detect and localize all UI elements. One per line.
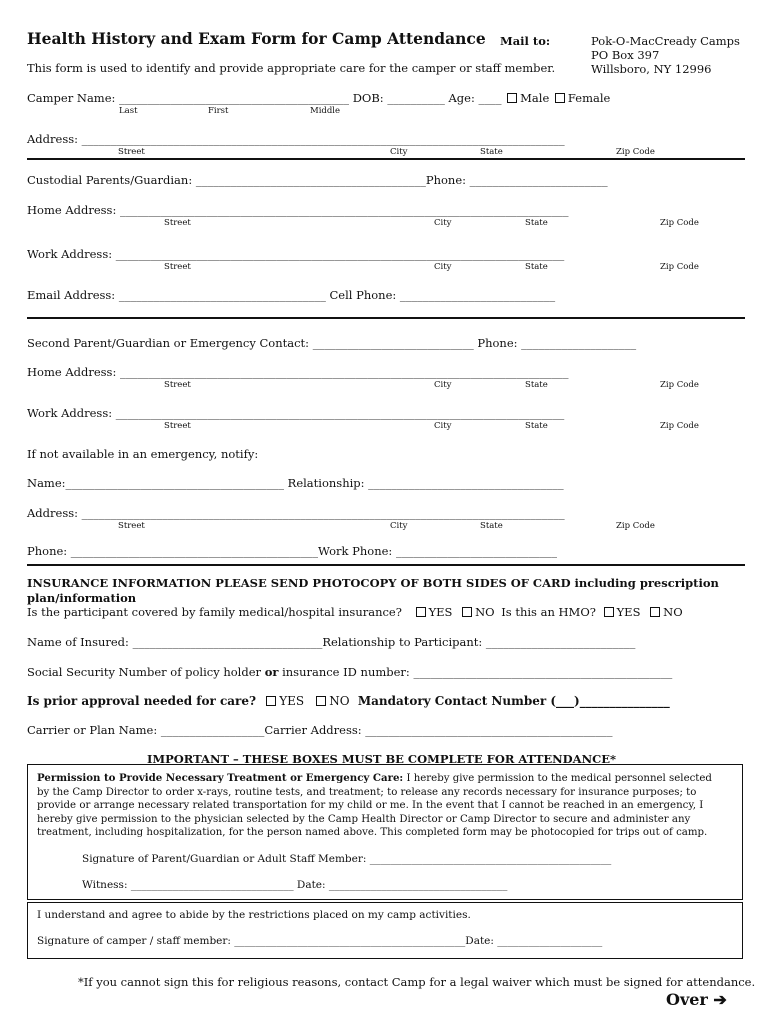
sub-zip: Zip Code [616,147,655,157]
sub-street: Street [164,262,191,272]
sub-first: First [208,106,229,116]
hmo-yes-label: YES [616,605,641,619]
ssn-or: or [264,665,279,679]
sub-street: Street [164,218,191,228]
approval-no-checkbox[interactable] [316,696,326,706]
important-heading: IMPORTANT – THESE BOXES MUST BE COMPLETE FOR ATTENDANCE* [147,752,617,766]
sub-city: City [434,262,452,272]
sub-city: City [390,521,408,531]
mail-to-label: Mail to: [500,34,551,48]
hmo-question: Is this an HMO? [501,605,596,619]
hmo-no-label: NO [663,605,683,619]
sub-state: State [480,147,503,157]
carrier-field[interactable]: Carrier or Plan Name: __________________Carrier Address: ___________________________________________ [27,723,613,737]
section-divider [27,158,745,160]
notify-name-field[interactable]: Name:______________________________________ Relationship: __________________________________ [27,476,564,490]
notify-label: If not available in an emergency, notify: [27,447,259,461]
sub-middle: Middle [310,106,341,116]
sub-city: City [434,421,452,431]
agreement-box [27,902,743,959]
camper-address-field[interactable]: Address: ____________________________________________________________________________________ [27,132,565,146]
female-label: Female [567,91,611,105]
permission-box [27,764,743,900]
sub-state: State [525,380,548,390]
sub-state: State [525,421,548,431]
insurance-covered-row [27,605,683,619]
male-label: Male [520,91,550,105]
covered-no-label: NO [475,605,495,619]
form-intro: This form is used to identify and provide appropriate care for the camper or staff member. [27,61,556,75]
sub-state: State [525,262,548,272]
insurance-heading: INSURANCE INFORMATION PLEASE SEND PHOTOCOPY OF BOTH SIDES OF CARD including prescription [27,576,719,590]
female-checkbox[interactable] [555,93,565,103]
ssn-line: insurance ID number: _____________________________________________ [282,665,673,679]
over-label: Over [666,990,708,1009]
custodial-parent-field[interactable]: Custodial Parents/Guardian: ________________________________________Phone: ________________________ [27,173,608,187]
permission-title: Permission to Provide Necessary Treatment or Emergency Care: [37,772,404,784]
mailing-address-line3: Willsboro, NY 12996 [591,62,712,76]
mailing-address-line1: Pok-O-MacCready Camps [591,34,740,48]
religious-waiver-note: *If you cannot sign this for religious reasons, contact Camp for a legal waiver which must be signed for attendance. [78,975,756,989]
mailing-address [591,34,740,76]
sub-street: Street [118,147,145,157]
mailing-address-line2: PO Box 397 [591,48,660,62]
section-divider [27,564,745,566]
custodial-home-address-field[interactable]: Home Address: ______________________________________________________________________________ [27,203,569,217]
sub-zip: Zip Code [616,521,655,531]
sub-city: City [434,380,452,390]
hmo-yes-checkbox[interactable] [604,607,614,617]
custodial-email-field[interactable]: Email Address: ____________________________________ Cell Phone: ___________________________ [27,288,556,302]
sub-zip: Zip Code [660,380,699,390]
ssn-label: Social Security Number of policy holder [27,665,262,679]
witness-field[interactable]: Witness: _______________________________ Date: __________________________________ [82,879,508,891]
sub-zip: Zip Code [660,421,699,431]
sub-street: Street [118,521,145,531]
sub-city: City [390,147,408,157]
insurance-heading-cont: plan/information [27,591,137,605]
covered-yes-label: YES [428,605,453,619]
arrow-right-icon: ➔ [713,990,727,1009]
camper-signature-field[interactable]: Signature of camper / staff member: ____________________________________________Date: ____________________ [37,935,603,947]
sub-street: Street [164,380,191,390]
sub-state: State [480,521,503,531]
notify-phone-field[interactable]: Phone: ___________________________________________Work Phone: ____________________________ [27,544,557,558]
mandatory-contact-field[interactable]: Mandatory Contact Number (___)_______________ [357,694,670,708]
notify-address-field[interactable]: Address: ____________________________________________________________________________________ [27,506,565,520]
second-home-address-field[interactable]: Home Address: ______________________________________________________________________________ [27,365,569,379]
form-title: Health History and Exam Form for Camp Attendance [27,29,486,48]
covered-no-checkbox[interactable] [462,607,472,617]
covered-question: Is the participant covered by family medical/hospital insurance? [27,605,402,619]
sub-street: Street [164,421,191,431]
insured-name-field[interactable]: Name of Insured: _________________________________Relationship to Participant: __________________________ [27,635,636,649]
camper-name-field[interactable] [27,91,610,105]
prior-approval-question: Is prior approval needed for care? [27,694,257,708]
permission-text: I hereby give permission to the medical personnel selected by the Camp Director to order x-rays, routine tests, and treatment; to release any records necessary for insurance purposes; to provide or arrange necessary related transportation for my child or me. In the event that I cannot be reached in an emergency, I hereby give permission to the physician selected by the Camp Health Director or Camp Director to secure and administer any treatment, including hospitalization, for the person named above. This completed form may be photocopied for trips out of camp. [37,773,712,839]
permission-paragraph [37,772,727,840]
sub-zip: Zip Code [660,262,699,272]
section-divider [27,317,745,319]
prior-approval-row [27,694,670,708]
sub-city: City [434,218,452,228]
second-work-address-field[interactable]: Work Address: ______________________________________________________________________________ [27,406,565,420]
sub-last: Last [119,106,138,116]
over-indicator [666,990,727,1009]
covered-yes-checkbox[interactable] [416,607,426,617]
hmo-no-checkbox[interactable] [650,607,660,617]
second-contact-field[interactable]: Second Parent/Guardian or Emergency Contact: ____________________________ Phone: ____________________ [27,336,637,350]
approval-no-label: NO [329,694,350,708]
agreement-text: I understand and agree to abide by the restrictions placed on my camp activities. [37,909,471,921]
parent-signature-field[interactable]: Signature of Parent/Guardian or Adult Staff Member: ______________________________________________ [82,853,612,865]
custodial-work-address-field[interactable]: Work Address: ______________________________________________________________________________ [27,247,565,261]
approval-yes-checkbox[interactable] [266,696,276,706]
sub-state: State [525,218,548,228]
ssn-field[interactable] [27,665,672,679]
male-checkbox[interactable] [507,93,517,103]
camper-name-line: Camper Name: ________________________________________ DOB: __________ Age: ____ [27,91,502,105]
approval-yes-label: YES [279,694,305,708]
sub-zip: Zip Code [660,218,699,228]
